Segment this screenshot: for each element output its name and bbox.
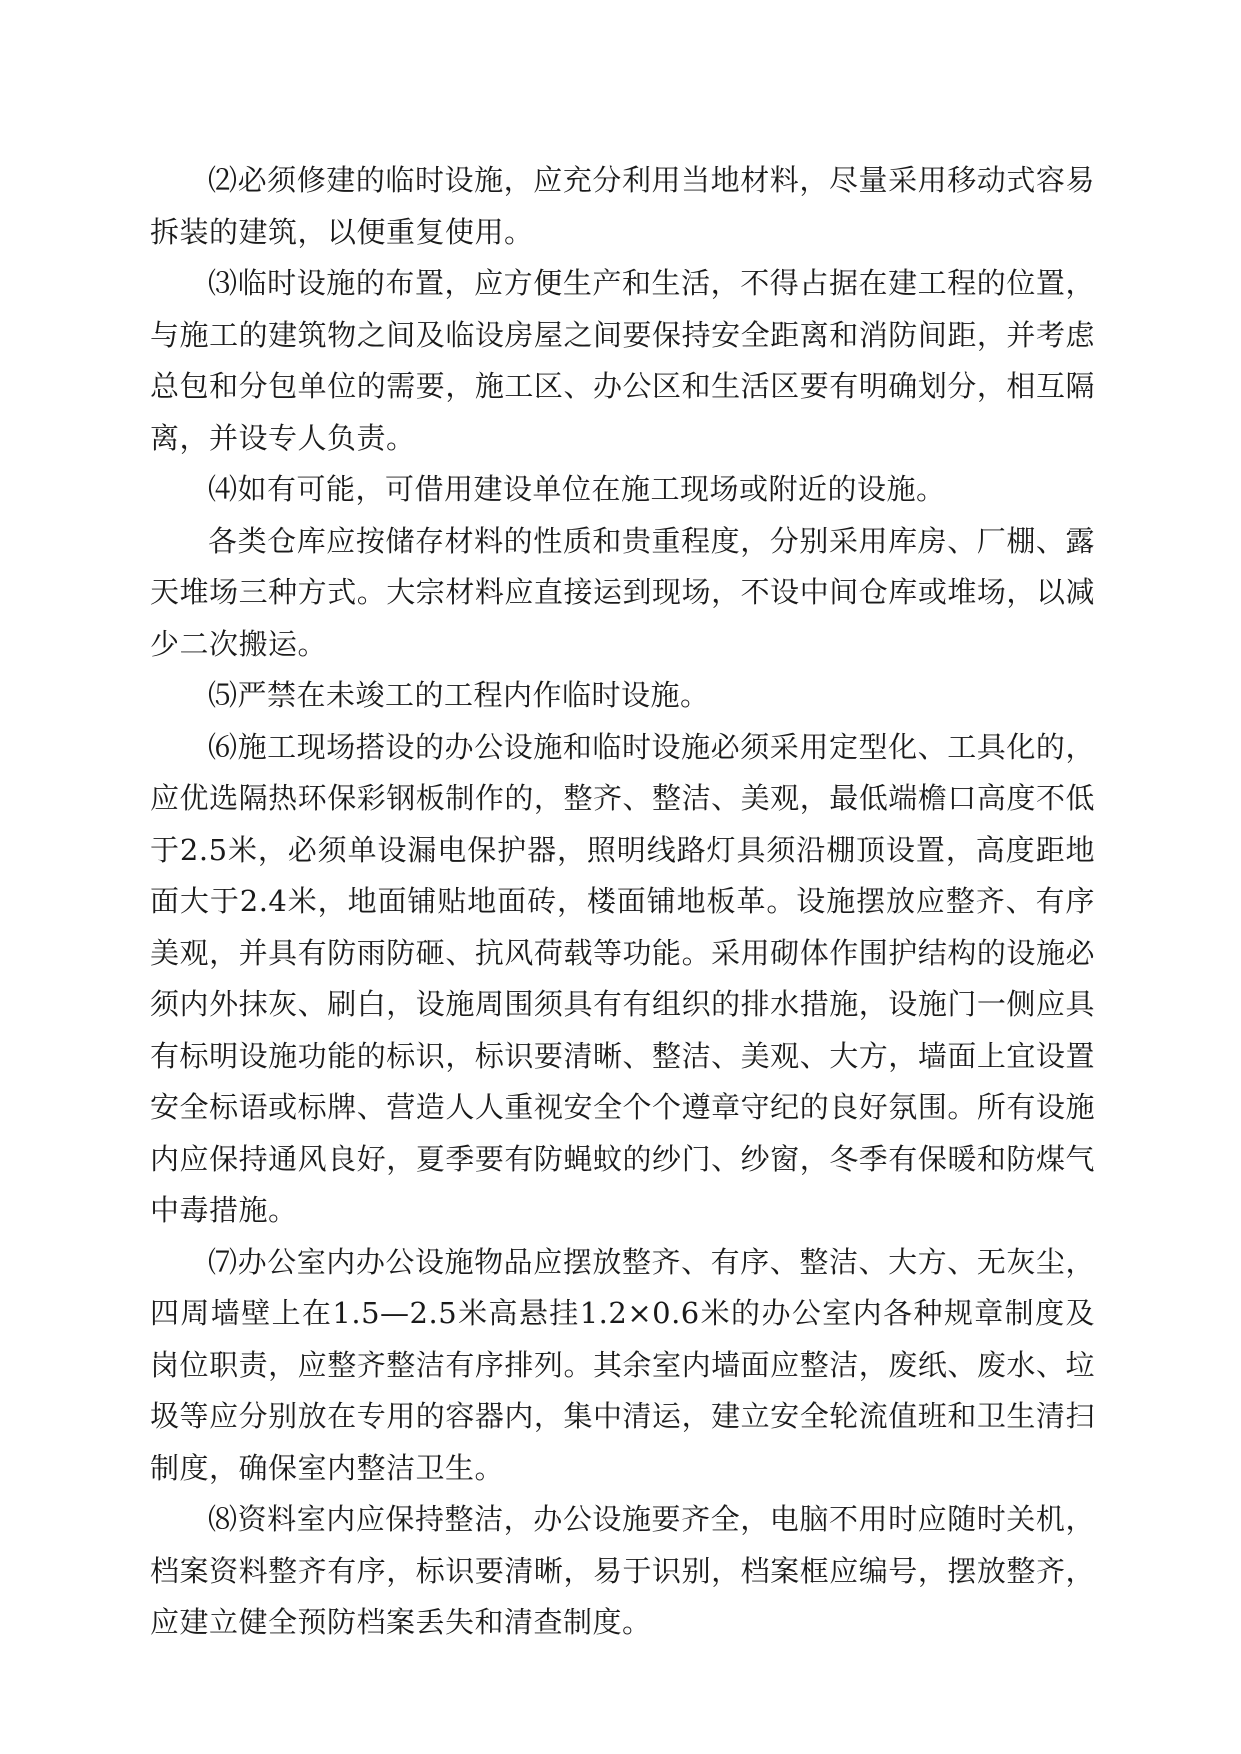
document-body xyxy=(150,155,1095,1649)
paragraph-warehouse: 各类仓库应按储存材料的性质和贵重程度，分别采用库房、厂棚、露天堆场三种方式。大宗材料应直接运到现场，不设中间仓库或堆场，以减少二次搬运。 xyxy=(150,523,1095,661)
paragraph-item-2: ⑵必须修建的临时设施，应充分利用当地材料，尽量采用移动式容易拆装的建筑，以便重复使用。 xyxy=(150,163,1095,249)
paragraph-item-7: ⑺办公室内办公设施物品应摆放整齐、有序、整洁、大方、无灰尘，四周墙壁上在1.5—2.5米高悬挂1.2×0.6米的办公室内各种规章制度及岗位职责，应整齐整洁有序排列。其余室内墙面应整洁，废纸、废水、垃圾等应分别放在专用的容器内，集中清运，建立安全轮流值班和卫生清扫制度，确保室内整洁卫生。 xyxy=(150,1244,1095,1485)
paragraph-item-3: ⑶临时设施的布置，应方便生产和生活，不得占据在建工程的位置，与施工的建筑物之间及临设房屋之间要保持安全距离和消防间距，并考虑总包和分包单位的需要，施工区、办公区和生活区要有明确划分，相互隔离，并设专人负责。 xyxy=(150,266,1095,455)
paragraph-item-4: ⑷如有可能，可借用建设单位在施工现场或附近的设施。 xyxy=(208,472,946,506)
paragraph-item-5: ⑸严禁在未竣工的工程内作临时设施。 xyxy=(208,678,710,712)
paragraph-item-8: ⑻资料室内应保持整洁，办公设施要齐全，电脑不用时应随时关机，档案资料整齐有序，标识要清晰，易于识别，档案框应编号，摆放整齐，应建立健全预防档案丢失和清查制度。 xyxy=(150,1502,1095,1639)
paragraph-item-6: ⑹施工现场搭设的办公设施和临时设施必须采用定型化、工具化的，应优选隔热环保彩钢板制作的，整齐、整洁、美观，最低端檐口高度不低于2.5米，必须单设漏电保护器，照明线路灯具须沿棚顶设置，高度距地面大于2.4米，地面铺贴地面砖，楼面铺地板革。设施摆放应整齐、有序美观，并具有防雨防砸、抗风荷载等功能。采用砌体作围护结构的设施必须内外抹灰、刷白，设施周围须具有有组织的排水措施，设施门一侧应具有标明设施功能的标识，标识要清晰、整洁、美观、大方，墙面上宜设置安全标语或标牌、营造人人重视安全个个遵章守纪的良好氛围。所有设施内应保持通风良好，夏季要有防蝇蚊的纱门、纱窗，冬季有保暖和防煤气中毒措施。 xyxy=(150,729,1095,1227)
